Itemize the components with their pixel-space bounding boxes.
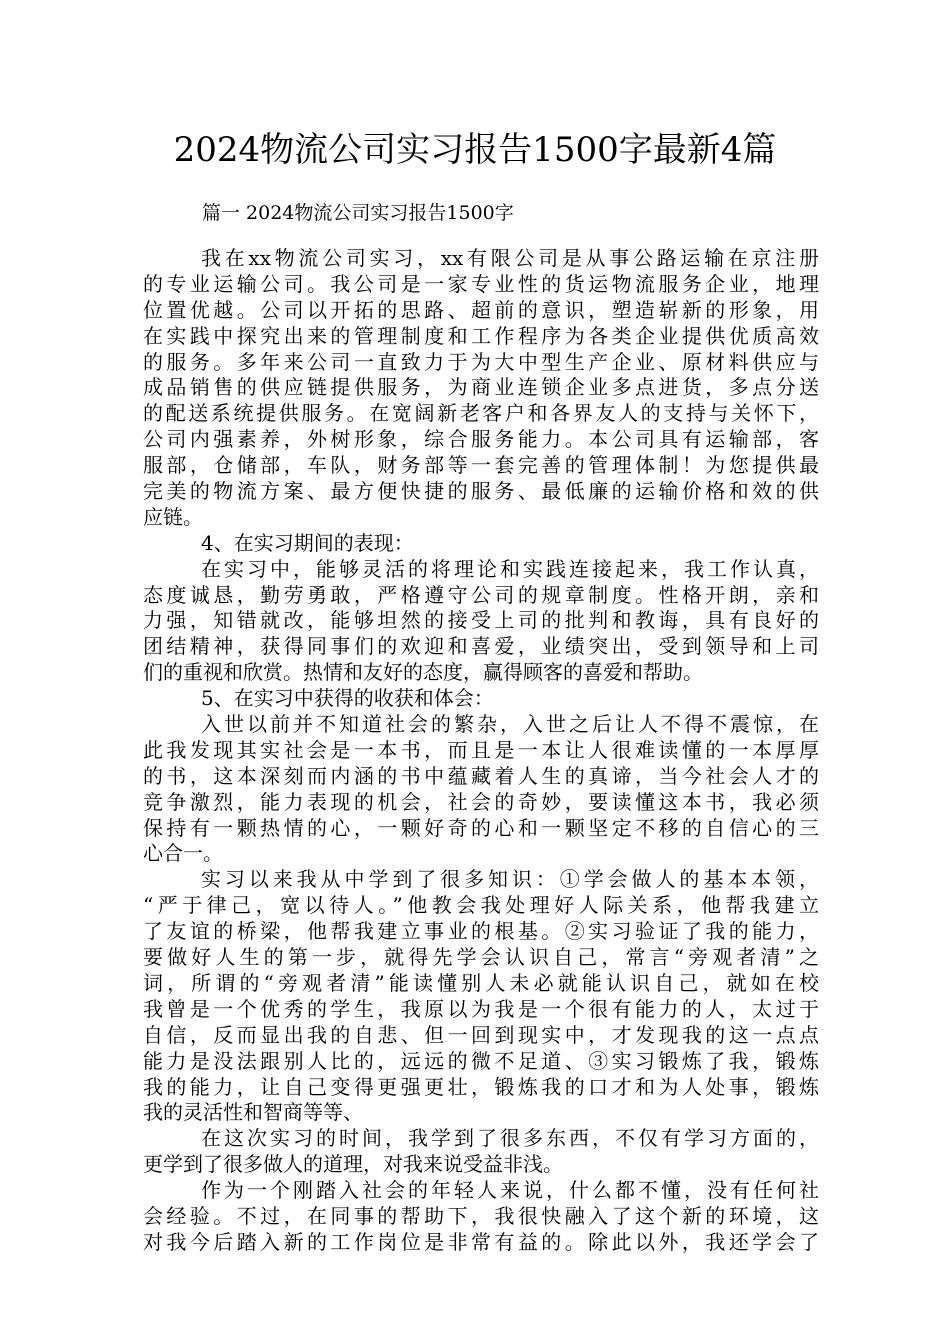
text-line: 保持有一颗热情的心，一颗好奇的心和一颗坚定不移的自信心的三	[143, 815, 819, 840]
text-line: 的专业运输公司。我公司是一家专业性的货运物流服务企业，地理	[143, 271, 819, 296]
text-line: 更学到了很多做人的道理，对我来说受益非浅。	[143, 1152, 563, 1177]
text-line: 对我今后踏入新的工作岗位是非常有益的。除此以外，我还学会了	[143, 1229, 819, 1254]
text-line: 我的能力，让自己变得更强更壮，锻炼我的口才和为人处事，锻炼	[143, 1074, 819, 1099]
text-line: 实习以来我从中学到了很多知识：①学会做人的基本本领，	[201, 867, 819, 892]
text-line: 能力是没法跟别人比的，远远的微不足道、③实习锻炼了我，锻炼	[143, 1048, 819, 1073]
text-line: 在这次实习的时间，我学到了很多东西，不仅有学习方面的，	[201, 1126, 819, 1151]
text-line: 此我发现其实社会是一本书，而且是一本让人很难读懂的一本厚厚	[143, 737, 819, 762]
text-line: 的书，这本深刻而内涵的书中蕴藏着人生的真谛，当今社会人才的	[143, 763, 819, 788]
text-line: 态度诚恳，勤劳勇敢，严格遵守公司的规章制度。性格开朗，亲和	[143, 582, 819, 607]
text-line: 我在xx物流公司实习，xx有限公司是从事公路运输在京注册	[201, 246, 819, 270]
text-line: 团结精神，获得同事们的欢迎和喜爱，业绩突出，受到领导和上司	[143, 634, 819, 659]
text-line: 我曾是一个优秀的学生，我原以为我是一个很有能力的人，太过于	[143, 996, 819, 1021]
text-line: 入世以前并不知道社会的繁杂，入世之后让人不得不震惊，在	[201, 712, 819, 737]
text-line: 在实习中，能够灵活的将理论和实践连接起来，我工作认真，	[201, 556, 819, 581]
text-line: 位置优越。公司以开拓的思路、超前的意识，塑造崭新的形象，用	[143, 297, 819, 322]
text-line: 了友谊的桥梁，他帮我建立事业的根基。②实习验证了我的能力，	[143, 919, 819, 944]
numbered-heading: 4、在实习期间的表现：	[201, 530, 414, 555]
text-line: 在实践中探究出来的管理制度和工作程序为各类企业提供优质高效	[143, 323, 819, 348]
text-line: 心合一。	[143, 841, 223, 866]
text-line: 完美的物流方案、最方便快捷的服务、最低廉的运输价格和效的供	[143, 479, 819, 504]
text-line: 力强，知错就改，能够坦然的接受上司的批判和教诲，具有良好的	[143, 608, 819, 633]
text-line: 服部，仓储部，车队，财务部等一套完善的管理体制！为您提供最	[143, 453, 819, 478]
text-line: 竞争激烈，能力表现的机会，社会的奇妙，要读懂这本书，我必须	[143, 789, 819, 814]
text-line: 应链。	[143, 504, 203, 529]
text-line: 会经验。不过，在同事的帮助下，我很快融入了这个新的环境，这	[143, 1203, 819, 1228]
text-line: 们的重视和欣赏。热情和友好的态度，赢得顾客的喜爱和帮助。	[143, 660, 703, 685]
text-line: 的服务。多年来公司一直致力于为大中型生产企业、原材料供应与	[143, 349, 819, 374]
section-heading: 篇一 2024物流公司实习报告1500字	[202, 202, 514, 224]
text-line: 词，所谓的“旁观者清”能读懂别人未必就能认识自己，就如在校	[143, 970, 819, 995]
document-title: 2024物流公司实习报告1500字最新4篇	[173, 130, 777, 170]
text-line: 的配送系统提供服务。在宽阔新老客户和各界友人的支持与关怀下，	[143, 401, 819, 426]
text-line: “严于律己，宽以待人。”他教会我处理好人际关系，他帮我建立	[143, 893, 819, 918]
text-line: 我的灵活性和智商等等、	[143, 1100, 363, 1125]
text-line: 自信，反而显出我的自悲、但一回到现实中，才发现我的这一点点	[143, 1022, 819, 1047]
text-line: 公司内强素养，外树形象，综合服务能力。本公司具有运输部，客	[143, 427, 819, 452]
document-body	[143, 246, 819, 1256]
text-line: 作为一个刚踏入社会的年轻人来说，什么都不懂，没有任何社	[201, 1178, 819, 1203]
text-line: 成品销售的供应链提供服务，为商业连锁企业多点进货，多点分送	[143, 375, 819, 400]
text-line: 要做好人生的第一步，就得先学会认识自己，常言“旁观者清”之	[143, 945, 819, 970]
numbered-heading: 5、在实习中获得的收获和体会：	[201, 686, 494, 711]
